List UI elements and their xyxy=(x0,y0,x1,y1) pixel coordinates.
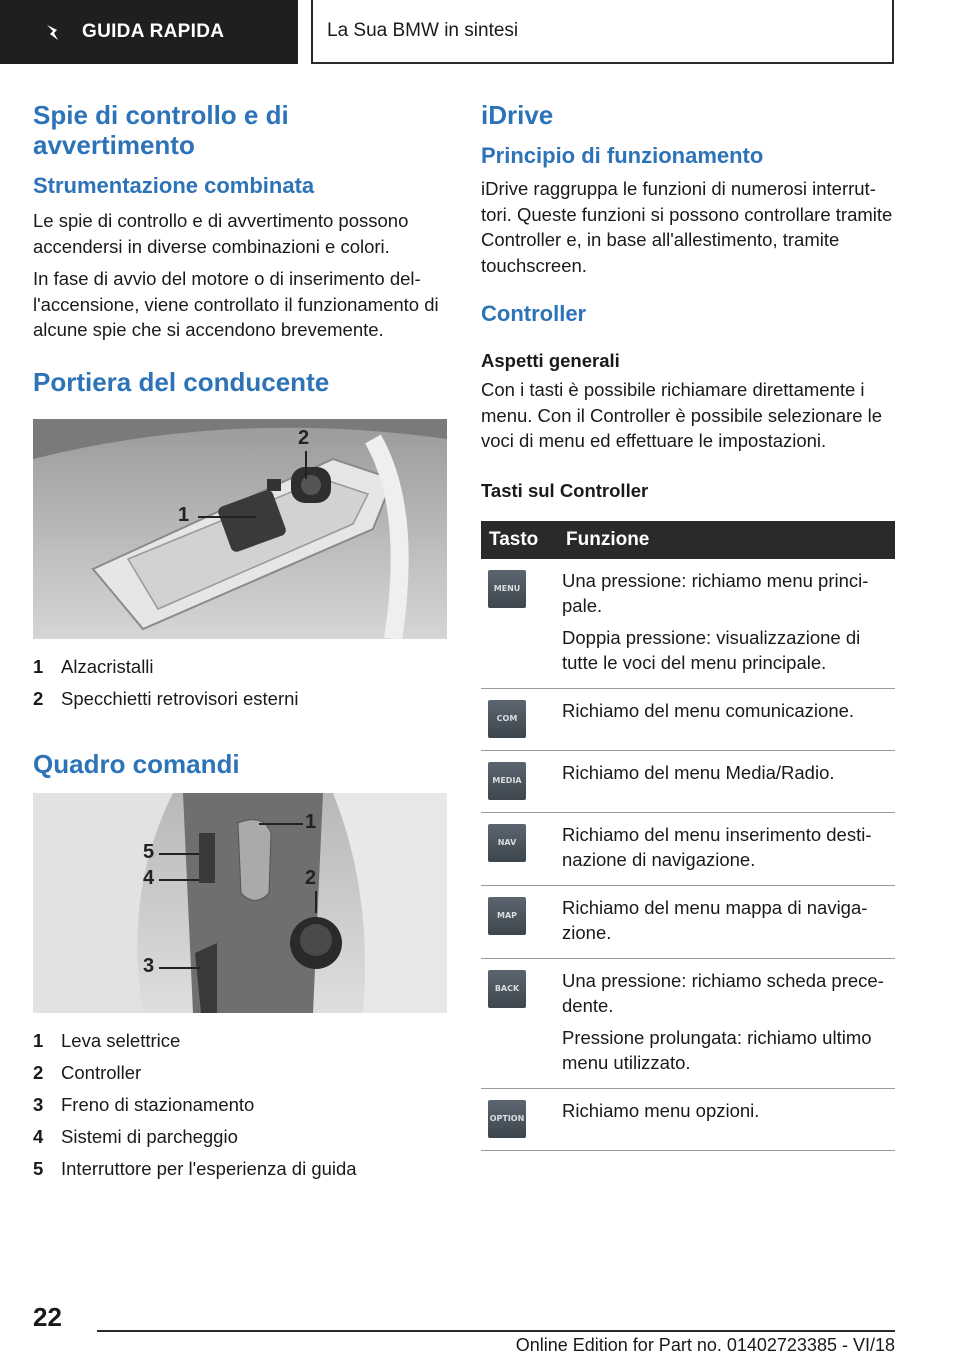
legend-text: Leva selettrice xyxy=(61,1029,181,1051)
media-button-icon: MEDIA xyxy=(488,762,526,800)
legend-number: 1 xyxy=(33,1029,44,1051)
table-row xyxy=(481,812,895,885)
legend-number: 5 xyxy=(33,1157,44,1179)
left-column xyxy=(33,100,447,1185)
nav-button-icon: NAV xyxy=(488,824,526,862)
function-cell xyxy=(562,812,895,885)
legend-text: Alzacristalli xyxy=(61,655,154,677)
controller-keys-heading: Tasti sul Controller xyxy=(481,479,649,501)
table-row xyxy=(481,750,895,812)
function-text: Doppia pressione: visualizzazione di tutte le voci del menu principale. xyxy=(562,626,861,673)
function-cell xyxy=(562,688,895,750)
function-text: Richiamo del menu comunicazione. xyxy=(562,699,855,721)
key-cell xyxy=(481,958,562,1088)
callout-3: 3 xyxy=(143,954,155,977)
legend-text: Specchietti retrovisori esterni xyxy=(61,687,299,709)
controller-subtitle: Controller xyxy=(481,301,587,326)
header-chapter xyxy=(311,0,894,64)
table-header-key: Tasto xyxy=(481,521,562,559)
function-text: Una pressione: richiamo menu principale. xyxy=(562,569,869,616)
control-panel-title: Quadro comandi xyxy=(33,748,240,779)
table-row xyxy=(481,559,895,689)
legend-number: 2 xyxy=(33,687,44,709)
legend-text: Freno di stazionamento xyxy=(61,1093,255,1115)
callout-5: 5 xyxy=(143,840,155,863)
table-row xyxy=(481,958,895,1088)
legend-item xyxy=(33,1057,447,1089)
header-chapter-label: La Sua BMW in sintesi xyxy=(327,20,519,41)
key-cell xyxy=(481,885,562,958)
function-text: Richiamo del menu Media/Radio. xyxy=(562,761,835,783)
legend-item xyxy=(33,1089,447,1121)
right-column xyxy=(481,100,895,1151)
callout-1: 1 xyxy=(305,810,317,833)
warning-lights-title: Spie di controllo e di avvertimento xyxy=(33,100,289,160)
callout-2: 2 xyxy=(298,426,310,449)
callout-line-5 xyxy=(159,853,199,855)
function-cell xyxy=(562,559,895,689)
legend-item xyxy=(33,1121,447,1153)
driver-door-title: Portiera del conducente xyxy=(33,366,330,397)
callout-line-3 xyxy=(159,967,201,969)
legend-number: 4 xyxy=(33,1125,44,1147)
legend-item xyxy=(33,1025,447,1057)
general-paragraph: Con i tasti è possibile richiamare direttamente i menu. Con il Controller è possibile selezionare le voci di menu ed effettuare le impostazioni. xyxy=(481,379,883,451)
legend-text: Sistemi di parcheggio xyxy=(61,1125,238,1147)
legend-item xyxy=(33,651,447,683)
header-section-label: GUIDA RAPIDA xyxy=(82,21,225,42)
legend-item xyxy=(33,683,447,715)
quick-guide-icon xyxy=(44,22,64,42)
key-cell xyxy=(481,688,562,750)
callout-line-2 xyxy=(305,451,307,479)
driver-door-legend xyxy=(33,651,447,715)
legend-number: 3 xyxy=(33,1093,44,1115)
function-cell xyxy=(562,885,895,958)
function-cell xyxy=(562,750,895,812)
function-text: Una pressione: richiamo scheda precedente. xyxy=(562,969,884,1016)
table-row xyxy=(481,688,895,750)
function-text: Pressione prolungata: richiamo ultimo menu utilizzato. xyxy=(562,1026,872,1073)
callout-line-2 xyxy=(315,891,317,913)
footer-divider xyxy=(97,1330,895,1332)
general-heading: Aspetti generali xyxy=(481,350,620,371)
callout-line-4 xyxy=(159,879,199,881)
operating-principle-subtitle: Principio di funzionamento xyxy=(481,143,764,168)
control-panel-legend xyxy=(33,1025,447,1185)
instrument-cluster-paragraph-1: Le spie di controllo e di avvertimento possono accendersi in diverse combinazioni e colori. xyxy=(33,210,409,257)
instrument-cluster-paragraph-2: In fase di avvio del motore o di inserimento dell'accensione, viene controllato il funzionamento di alcune spie che si accendono brevemente. xyxy=(33,268,439,340)
legend-number: 1 xyxy=(33,655,44,677)
back-button-icon: BACK xyxy=(488,970,526,1008)
key-cell xyxy=(481,559,562,689)
footer-edition: Online Edition for Part no. 01402723385 - VI/18 xyxy=(515,1335,895,1355)
table-row xyxy=(481,1088,895,1150)
function-text: Richiamo del menu mappa di navigazione. xyxy=(562,896,868,943)
legend-number: 2 xyxy=(33,1061,44,1083)
map-button-icon: MAP xyxy=(488,897,526,935)
function-text: Richiamo menu opzioni. xyxy=(562,1099,760,1121)
callout-1: 1 xyxy=(178,503,190,526)
idrive-title: iDrive xyxy=(481,100,554,130)
driver-door-image xyxy=(33,419,447,639)
option-button-icon: OPTION xyxy=(488,1100,526,1138)
com-button-icon: COM xyxy=(488,700,526,738)
control-panel-image xyxy=(33,793,447,1013)
callout-line-1 xyxy=(198,516,256,518)
key-cell xyxy=(481,812,562,885)
callout-4: 4 xyxy=(143,866,155,889)
table-row xyxy=(481,885,895,958)
header-section-tab xyxy=(0,0,298,64)
legend-text: Interruttore per l'esperienza di guida xyxy=(61,1157,357,1179)
legend-item xyxy=(33,1153,447,1185)
controller-keys-table xyxy=(481,521,895,1151)
function-cell xyxy=(562,1088,895,1150)
menu-button-icon: MENU xyxy=(488,570,526,608)
page-number: 22 xyxy=(33,1302,62,1332)
function-cell xyxy=(562,958,895,1088)
table-header-function: Funzione xyxy=(562,521,895,559)
operating-principle-paragraph: iDrive raggruppa le funzioni di numerosi interruttori. Queste funzioni si possono controllare tramite Controller e, in base all'allestimento, tramite touchscreen. xyxy=(481,178,893,276)
legend-text: Controller xyxy=(61,1061,142,1083)
key-cell xyxy=(481,1088,562,1150)
key-cell xyxy=(481,750,562,812)
callout-line-1 xyxy=(259,823,303,825)
table-header-row xyxy=(481,521,895,559)
instrument-cluster-subtitle: Strumentazione combinata xyxy=(33,173,315,198)
function-text: Richiamo del menu inserimento destinazione di navigazione. xyxy=(562,823,872,870)
callout-2: 2 xyxy=(305,866,317,889)
